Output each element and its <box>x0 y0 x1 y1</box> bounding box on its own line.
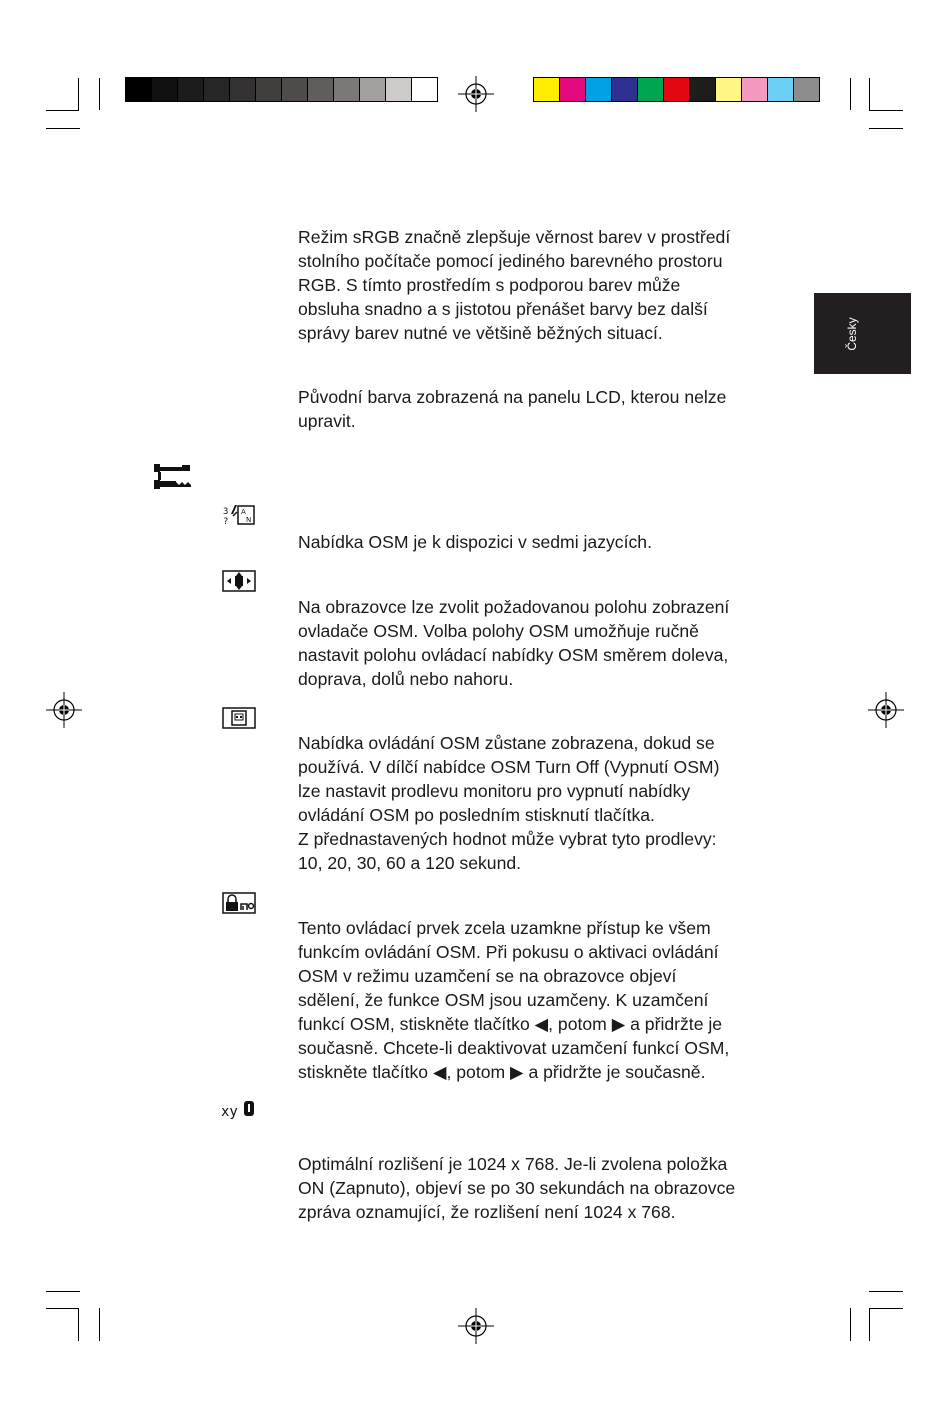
gray-swatch <box>152 78 178 101</box>
osm-position-icon <box>222 570 256 592</box>
color-swatch <box>638 78 664 101</box>
color-calibration-bar <box>533 77 820 102</box>
registration-mark-icon <box>458 76 494 112</box>
osm-lockout-description: Tento ovládací prvek zcela uzamkne přístup ke všem funkcím ovládání OSM. Při pokusu o aktivaci ovládání OSM v režimu uzamčení se na obrazovce objeví sdělení, že funkce OSM jsou uzamčeny. K uzamčení funkcí OSM, stiskněte tlačítko ◀, potom ▶ a přidržte je současně. Chcete-li deaktivovat uzamčení funkcí OSM, stiskněte tlačítko ◀, potom ▶ a přidržte je současně. <box>298 918 730 1082</box>
gray-swatch <box>126 78 152 101</box>
gray-swatch <box>412 78 437 101</box>
gray-swatch <box>178 78 204 101</box>
color-swatch <box>690 78 716 101</box>
language-icon <box>222 504 256 526</box>
color-swatch <box>612 78 638 101</box>
color-swatch <box>534 78 560 101</box>
svg-text:A: A <box>241 508 246 516</box>
osm-position-description: Na obrazovce lze zvolit požadovanou polohu zobrazení ovladače OSM. Volba polohy OSM umožňuje ručně nastavit polohu ovládací nabídky OSM směrem doleva, doprava, dolů nebo nahoru. <box>298 597 730 689</box>
svg-text:N: N <box>246 516 252 524</box>
color-swatch <box>586 78 612 101</box>
gray-swatch <box>256 78 282 101</box>
wrench-tools-icon <box>152 462 192 492</box>
gray-swatch <box>282 78 308 101</box>
gray-swatch <box>204 78 230 101</box>
color-swatch <box>742 78 768 101</box>
registration-mark-icon <box>868 692 904 728</box>
svg-text:xy: xy <box>221 1104 238 1120</box>
color-swatch <box>794 78 819 101</box>
gray-swatch <box>334 78 360 101</box>
resolution-notifier-description: Optimální rozlišení je 1024 x 768. Je-li zvolena položka ON (Zapnuto), objeví se po 30 sekundách na obrazovce zpráva oznamující, že rozlišení není 1024 x 768. <box>298 1154 736 1222</box>
gray-swatch <box>360 78 386 101</box>
language-tab-label: Česky <box>845 317 859 351</box>
color-swatch <box>716 78 742 101</box>
gray-swatch <box>308 78 334 101</box>
gray-swatch <box>230 78 256 101</box>
srgb-description: Režim sRGB značně zlepšuje věrnost barev v prostředí stolního počítače pomocí jediného barevného prostoru RGB. S tímto prostředím s podporou barev může obsluha snadno a s jistotou přenášet barvy bez další správy barev nutné ve většině běžných situací. <box>298 227 731 343</box>
registration-mark-icon <box>46 692 82 728</box>
color-swatch <box>560 78 586 101</box>
native-color-description: Původní barva zobrazená na panelu LCD, kterou nelze upravit. <box>298 387 727 431</box>
registration-mark-icon <box>458 1308 494 1344</box>
svg-text:3: 3 <box>223 507 229 517</box>
gray-swatch <box>386 78 412 101</box>
resolution-notifier-icon <box>221 1098 257 1120</box>
language-tab <box>814 293 911 374</box>
language-description: Nabídka OSM je k dispozici v sedmi jazycích. <box>298 532 652 552</box>
grayscale-calibration-bar <box>125 77 438 102</box>
osm-lock-icon <box>222 892 256 914</box>
svg-text:?: ? <box>223 517 229 526</box>
osm-turnoff-description: Nabídka ovládání OSM zůstane zobrazena, dokud se používá. V dílčí nabídce OSM Turn Off (Vypnutí OSM) lze nastavit prodlevu monitoru pro vypnutí nabídky ovládání OSM po posledním stisknutí tlačítka. Z přednastavených hodnot může vybrat tyto prodlevy: 10, 20, 30, 60 a 120 sekund. <box>298 733 720 873</box>
color-swatch <box>768 78 794 101</box>
color-swatch <box>664 78 690 101</box>
osm-timer-icon <box>222 707 256 729</box>
